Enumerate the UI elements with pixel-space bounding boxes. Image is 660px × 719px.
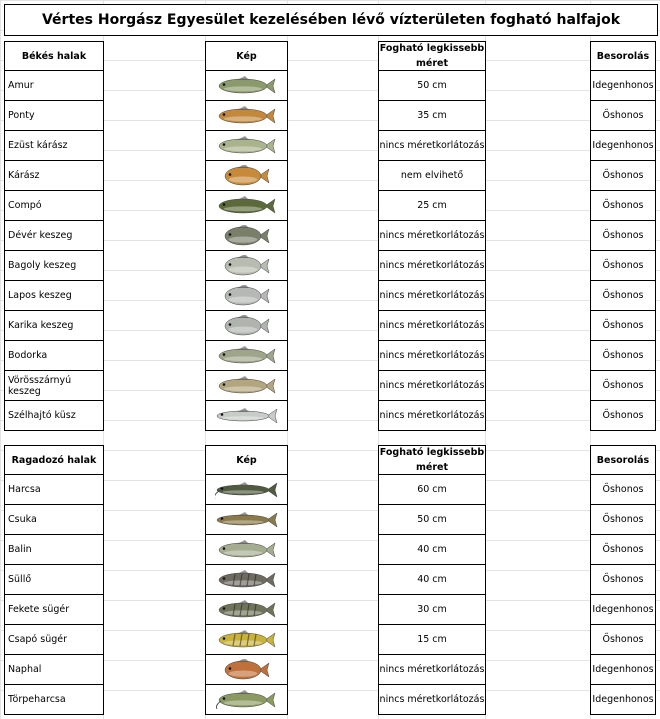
classification-value: Őshonos (590, 534, 656, 565)
column-header-min-size: Fogható legkissebb méret (379, 43, 485, 69)
fish-bleak-icon (205, 400, 288, 431)
classification-value: Őshonos (590, 220, 656, 251)
classification-value: Idegenhonos (590, 130, 656, 161)
min-size-value: 60 cm (378, 474, 486, 505)
min-size-value: nincs méretkorlátozás (378, 130, 486, 161)
fish-asp-icon (205, 534, 288, 565)
classification-value: Őshonos (590, 504, 656, 535)
classification-value: Idegenhonos (590, 594, 656, 625)
column-header-classification: Besorolás (590, 445, 656, 475)
classification-value: Idegenhonos (590, 654, 656, 685)
classification-value: Őshonos (590, 564, 656, 595)
classification-value: Őshonos (590, 400, 656, 431)
classification-value: Őshonos (590, 310, 656, 341)
fish-bream-icon (205, 220, 288, 251)
classification-value: Őshonos (590, 280, 656, 311)
fish-pike-icon (205, 504, 288, 535)
classification-value: Őshonos (590, 474, 656, 505)
column-header-fish: Ragadozó halak (4, 445, 104, 475)
fish-name: Csuka (4, 504, 104, 535)
fish-roach-icon (205, 340, 288, 371)
min-size-value: nincs méretkorlátozás (378, 684, 486, 715)
fish-sunfish-icon (205, 654, 288, 685)
classification-value: Őshonos (590, 190, 656, 221)
fish-bullhead-icon (205, 684, 288, 715)
classification-value: Őshonos (590, 250, 656, 281)
fish-name: Süllő (4, 564, 104, 595)
min-size-value: nincs méretkorlátozás (378, 250, 486, 281)
fish-zander-icon (205, 564, 288, 595)
fish-name: Csapó sügér (4, 624, 104, 655)
fish-silver-bream-icon (205, 310, 288, 341)
fish-name: Lapos keszeg (4, 280, 104, 311)
fish-name: Szélhajtó küsz (4, 400, 104, 431)
fish-name: Dévér keszeg (4, 220, 104, 251)
min-size-value: nincs méretkorlátozás (378, 310, 486, 341)
fish-tench-icon (205, 190, 288, 221)
column-header-classification: Besorolás (590, 41, 656, 71)
page-title: Vértes Horgász Egyesület kezelésében lévő vízterületen fogható halfajok (4, 4, 658, 36)
fish-name: Kárász (4, 160, 104, 191)
fish-perch-icon (205, 624, 288, 655)
fish-name: Harcsa (4, 474, 104, 505)
fish-name: Karika keszeg (4, 310, 104, 341)
min-size-value: nincs méretkorlátozás (378, 370, 486, 401)
fish-name: Ezüst kárász (4, 130, 104, 161)
fish-grass-carp-icon (205, 70, 288, 101)
fish-black-bass-icon (205, 594, 288, 625)
min-size-value: 50 cm (378, 70, 486, 101)
classification-value: Őshonos (590, 340, 656, 371)
classification-value: Őshonos (590, 160, 656, 191)
fish-name: Törpeharcsa (4, 684, 104, 715)
min-size-value: 40 cm (378, 564, 486, 595)
fish-name: Naphal (4, 654, 104, 685)
column-header-fish: Békés halak (4, 41, 104, 71)
min-size-value: nincs méretkorlátozás (378, 280, 486, 311)
classification-value: Idegenhonos (590, 684, 656, 715)
min-size-value: 40 cm (378, 534, 486, 565)
fish-gibel-carp-icon (205, 130, 288, 161)
classification-value: Őshonos (590, 370, 656, 401)
fish-name: Bagoly keszeg (4, 250, 104, 281)
fish-catfish-icon (205, 474, 288, 505)
min-size-value: nincs méretkorlátozás (378, 654, 486, 685)
classification-value: Őshonos (590, 100, 656, 131)
fish-name: Vörösszárnyú keszeg (4, 370, 104, 401)
fish-rudd-icon (205, 370, 288, 401)
min-size-value: 50 cm (378, 504, 486, 535)
fish-name: Balin (4, 534, 104, 565)
min-size-value: nincs méretkorlátozás (378, 400, 486, 431)
classification-value: Idegenhonos (590, 70, 656, 101)
min-size-value: 35 cm (378, 100, 486, 131)
column-header-image: Kép (205, 445, 288, 475)
fish-carp-icon (205, 100, 288, 131)
fish-name: Amur (4, 70, 104, 101)
fish-white-eye-bream-icon (205, 280, 288, 311)
min-size-value: nem elvihető (378, 160, 486, 191)
min-size-value: 30 cm (378, 594, 486, 625)
column-header-min-size: Fogható legkissebb méret (379, 447, 485, 473)
fish-name: Ponty (4, 100, 104, 131)
min-size-value: nincs méretkorlátozás (378, 220, 486, 251)
fish-name: Fekete sügér (4, 594, 104, 625)
fish-crucian-carp-icon (205, 160, 288, 191)
fish-name: Compó (4, 190, 104, 221)
min-size-value: 15 cm (378, 624, 486, 655)
column-header-image: Kép (205, 41, 288, 71)
min-size-value: 25 cm (378, 190, 486, 221)
classification-value: Őshonos (590, 624, 656, 655)
fish-blue-bream-icon (205, 250, 288, 281)
fish-name: Bodorka (4, 340, 104, 371)
min-size-value: nincs méretkorlátozás (378, 340, 486, 371)
